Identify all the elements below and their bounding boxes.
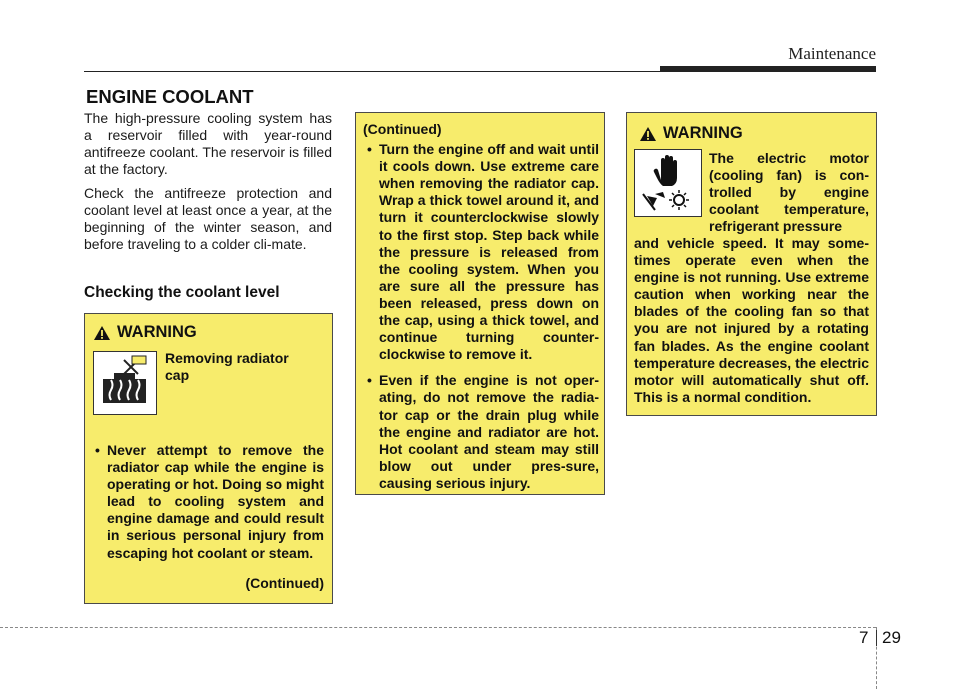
- intro-text: [84, 110, 332, 260]
- continued-note: (Continued): [245, 575, 324, 591]
- footer-divider: [0, 627, 876, 628]
- warning-label: WARNING: [663, 124, 743, 142]
- intro-paragraph: The high-pressure cooling system has a reservoir filled with year-round antifreeze coolant. The reservoir is filled at the factory.: [84, 110, 332, 177]
- subheading: Checking the coolant level: [84, 284, 280, 301]
- fan-blade-icon: [643, 190, 689, 210]
- continued-bullet: [363, 141, 599, 363]
- warning-text-beside-icon: The electric motor (cooling fan) is con-trolled by engine coolant temperature, refrigerant pressure: [709, 150, 869, 235]
- intro-paragraph: Check the antifreeze protection and coolant level at least once a year, at the beginning of the winter season, and before traveling to a colder cli-mate.: [84, 185, 332, 252]
- page-number-separator: [876, 630, 877, 646]
- continued-bullet: [363, 372, 599, 492]
- warning-box-radiator-cap: [84, 313, 333, 604]
- bullet-dot: •: [95, 442, 100, 458]
- stop-hand-icon: [654, 155, 677, 186]
- warning-header: [93, 323, 197, 342]
- cooling-fan-pictogram: [634, 149, 702, 217]
- warning-body: [91, 442, 324, 562]
- warning-box-continued: [355, 112, 605, 495]
- continued-body: [363, 121, 599, 492]
- bullet-text: Never attempt to remove the radiator cap while the engine is operating or hot. Doing so might lead to cooling system and engine damage and could result in serious personal injury from escaping hot coolant or steam.: [107, 442, 324, 561]
- warning-text-below: and vehicle speed. It may some-times operate even when the engine is not running. Use extreme caution when working near the blades of the cooling fan so that you are not injured by a rotating fan blades. As the engine coolant temperature decreases, the electric motor will automatically shut off. This is a normal condition.: [634, 235, 870, 405]
- warning-triangle-icon: [639, 126, 657, 142]
- header-divider: [84, 71, 684, 72]
- header-accent-bar: [660, 66, 876, 72]
- continued-heading: (Continued): [363, 121, 442, 137]
- bullet-text: Even if the engine is not oper-ating, do not remove the radia-tor cap or the drain plug while the engine and radiator are hot. Hot coolant and steam may still blow out under pres-sure, causing serious injury.: [379, 372, 599, 491]
- page-title: ENGINE COOLANT: [86, 86, 254, 107]
- chapter-number: 7: [859, 628, 869, 647]
- icon-caption: Removing radiator cap: [165, 350, 289, 384]
- warning-label: WARNING: [117, 323, 197, 341]
- warning-box-cooling-fan: [626, 112, 877, 416]
- radiator-hot-icon: [93, 351, 157, 415]
- warning-bullet: [91, 442, 324, 562]
- bullet-dot: •: [367, 141, 372, 158]
- warning-header: [639, 124, 743, 143]
- header-section-title: Maintenance: [788, 44, 876, 63]
- warning-triangle-icon: [93, 325, 111, 341]
- bullet-dot: •: [367, 372, 372, 389]
- bullet-text: Turn the engine off and wait until it cools down. Use extreme care when removing the radiator cap. Wrap a thick towel around it, and turn it counterclockwise slowly to the first stop. Step back while the pressure is released from the cooling system. When you are sure all the pressure has been released, press down on the cap, using a thick towel, and continue turning counter-clockwise to remove it.: [379, 141, 599, 363]
- page-number: 29: [882, 628, 901, 647]
